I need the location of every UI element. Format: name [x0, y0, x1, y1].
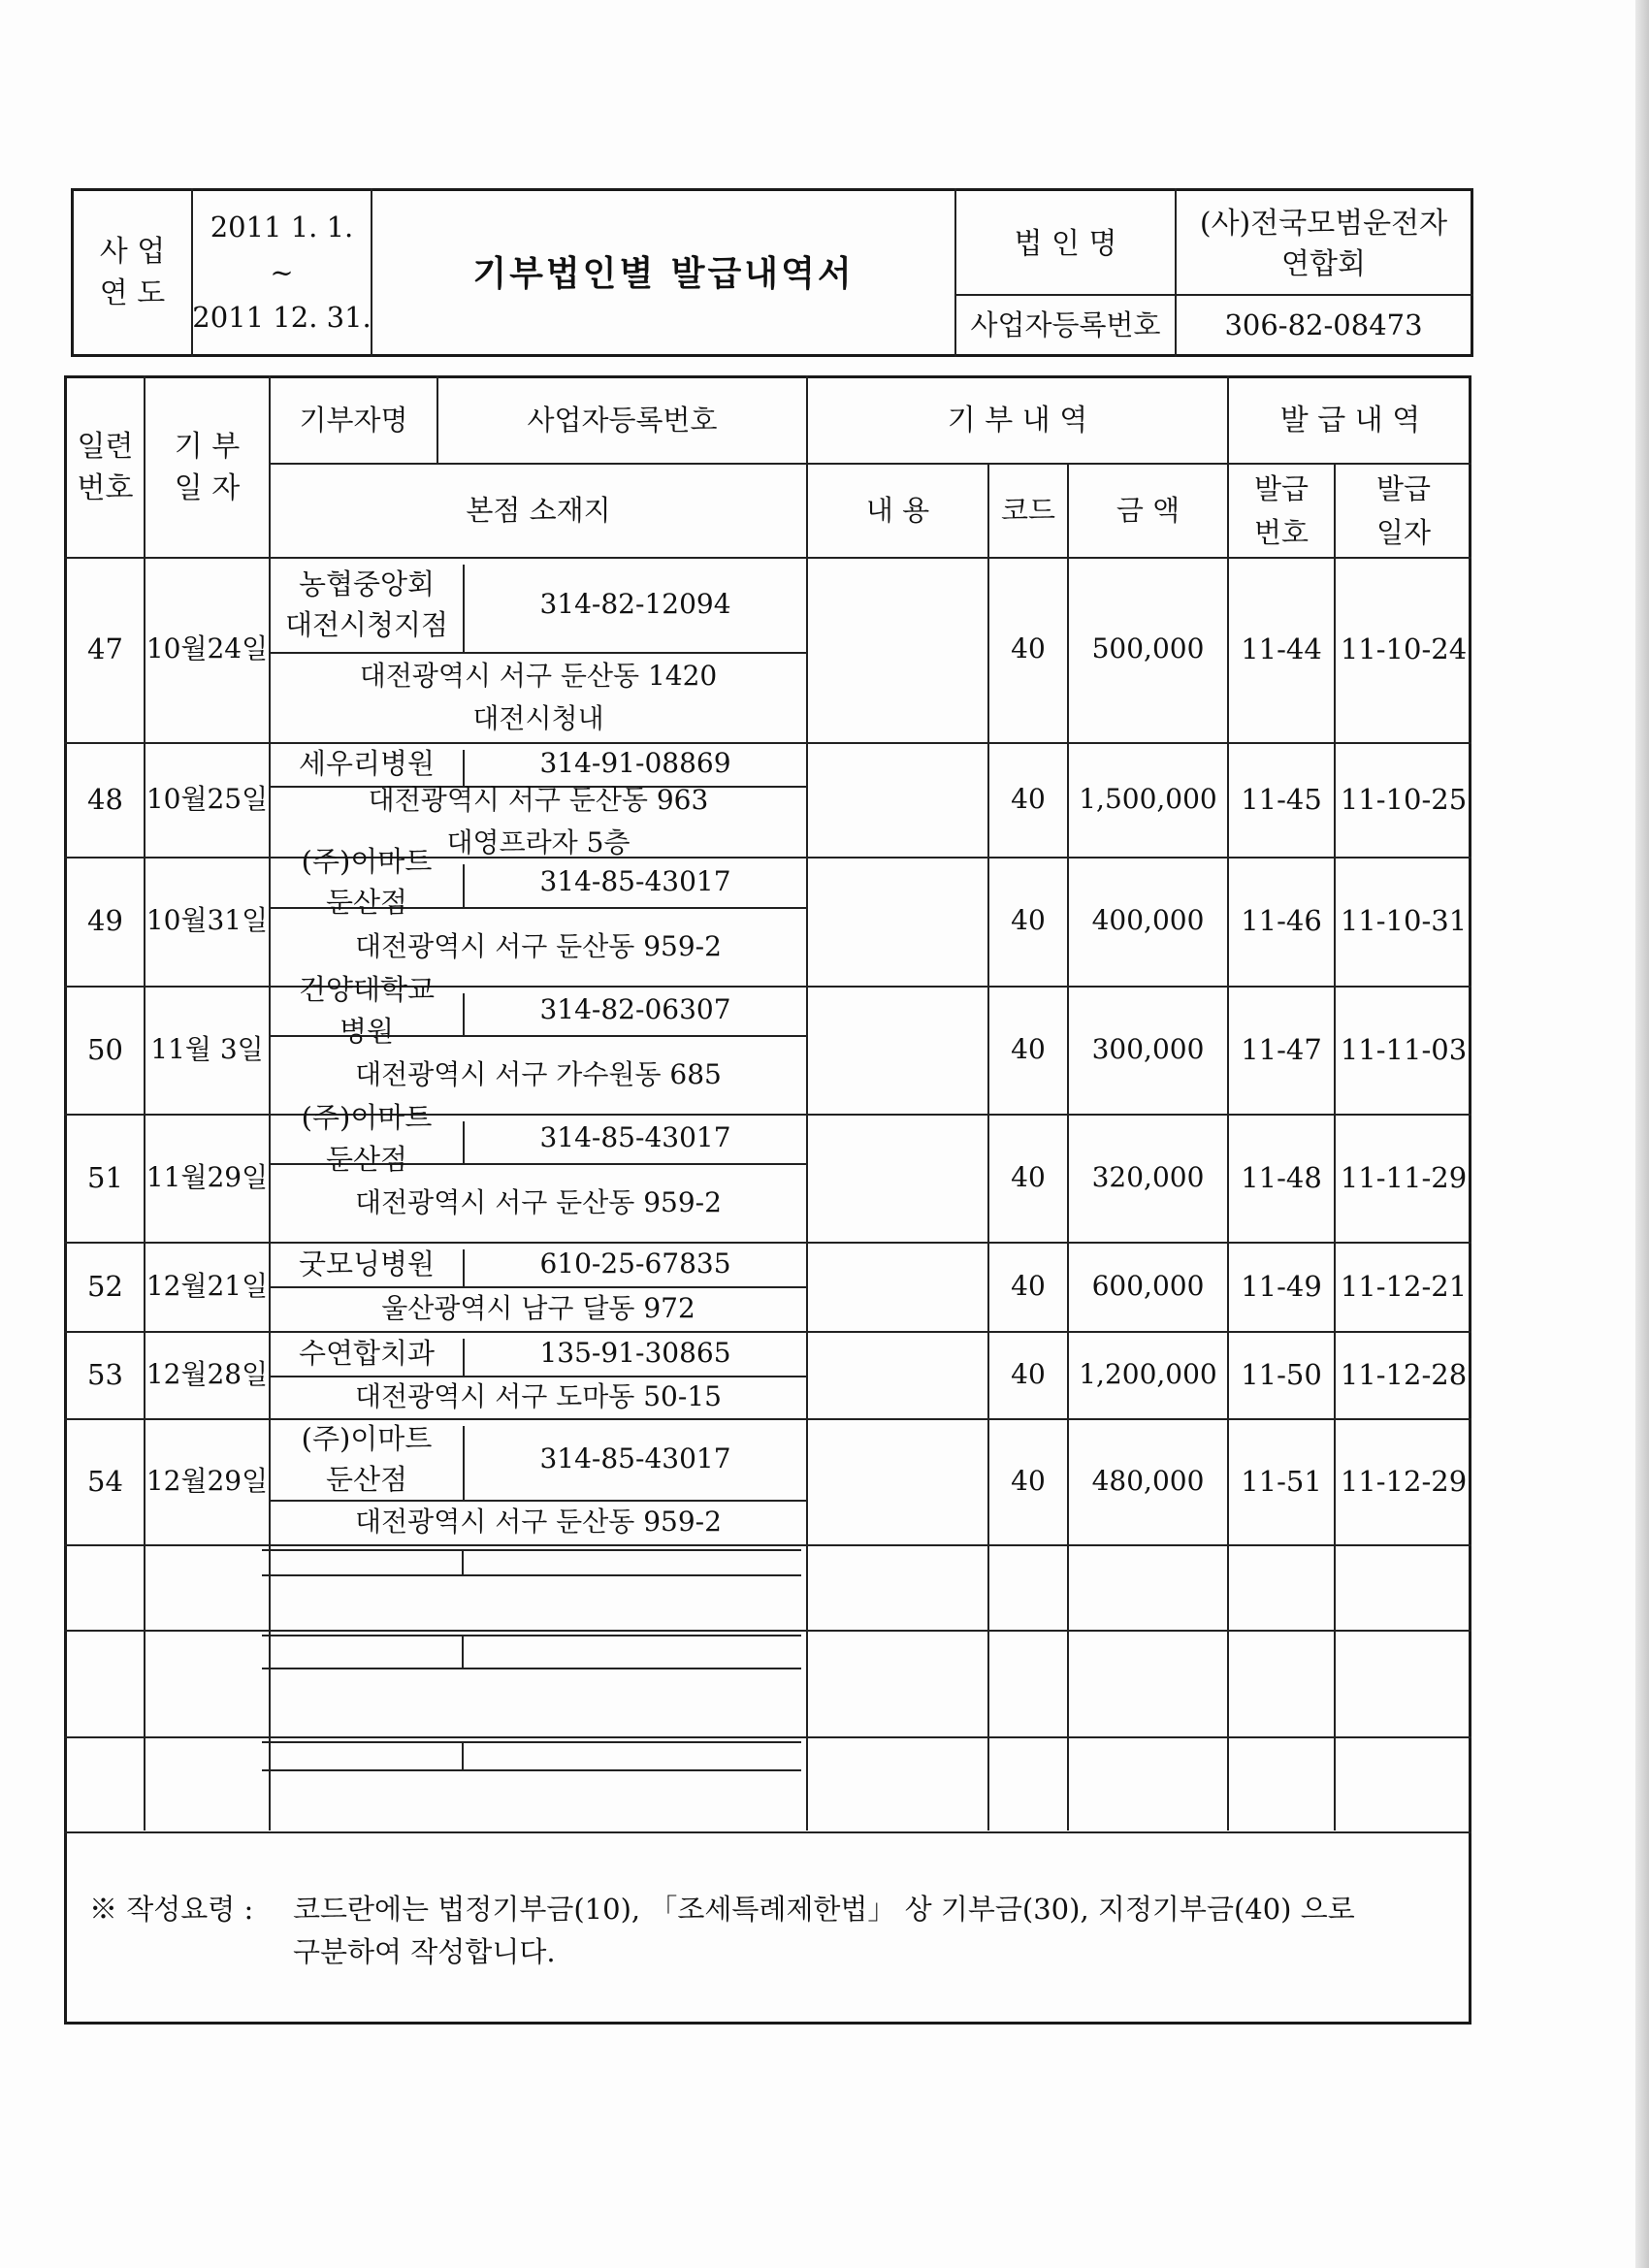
address-line2: 대영프라자 5층 [446, 826, 630, 859]
cell-donor-name [271, 973, 463, 1048]
period-range [193, 192, 371, 353]
cell-issue-date: 11-12-28 [1340, 1357, 1468, 1391]
cell-donor-biz-no: 314-85-43017 [539, 1442, 731, 1474]
donor-name-line1: 굿모닝병원 [298, 1247, 436, 1280]
donor-name-line2: 대전시청지점 [284, 608, 449, 641]
cell-donation-date: 10월24일 [146, 632, 269, 665]
cell-code: 40 [1011, 904, 1046, 937]
cell-issue-no: 11-44 [1241, 632, 1322, 666]
cell-donation-date: 10월31일 [146, 904, 269, 937]
cell-issue-date: 11-11-29 [1340, 1160, 1468, 1194]
address-line1: 대전광역시 서구 둔산동 963 [368, 784, 709, 817]
cell-code: 40 [1011, 1032, 1046, 1065]
corp-name-line1: (사)전국모범운전자 [1199, 206, 1448, 241]
cell-donor-biz-no: 314-82-06307 [539, 993, 731, 1026]
address-line1: 대전광역시 서구 가수원동 685 [355, 1057, 722, 1090]
col-issue-date-line2: 일자 [1375, 515, 1432, 549]
period-label-line2: 연 도 [99, 276, 166, 310]
empty-row-inner-divider [262, 1769, 801, 1771]
corp-name-value [1177, 194, 1471, 294]
cell-address [271, 652, 806, 742]
address-line2: 대전시청내 [472, 701, 604, 734]
col-issue-no-header [1229, 465, 1334, 557]
cell-donor-biz-no: 314-82-12094 [539, 587, 731, 620]
cell-issue-date: 11-11-03 [1340, 1032, 1468, 1066]
empty-row-inner-divider [262, 1668, 801, 1669]
col-content-header: 내 용 [865, 494, 930, 528]
cell-donation-date: 11월29일 [146, 1160, 269, 1193]
address-line1: 대전광역시 서구 둔산동 959-2 [355, 929, 722, 962]
period-label-line1: 사 업 [99, 234, 166, 269]
col-date-line2: 일 자 [174, 471, 241, 505]
address-line1: 대전광역시 서구 둔산동 959-2 [355, 1185, 722, 1218]
donor-name-line1: (주)이마트 [301, 1101, 433, 1135]
col-donor-name-header: 기부자명 [299, 404, 408, 437]
col-issue-no-line2: 번호 [1253, 515, 1310, 549]
col-serial-header [67, 378, 144, 557]
cell-donation-date: 10월25일 [146, 782, 269, 815]
cell-donation-date: 12월28일 [146, 1357, 269, 1390]
row-divider [64, 1544, 1471, 1546]
period-label [74, 194, 191, 351]
cell-issue-date: 11-12-21 [1340, 1269, 1468, 1303]
address-line1: 대전광역시 서구 도마동 50-15 [355, 1380, 722, 1413]
cell-amount: 300,000 [1091, 1032, 1205, 1065]
period-from: 2011 1. 1. [210, 211, 354, 244]
corp-name-line2: 연합회 [1281, 246, 1366, 281]
cell-serial: 54 [87, 1464, 123, 1498]
donor-name-line2: 병원 [339, 1014, 395, 1048]
empty-row-name-divider [462, 1741, 464, 1769]
cell-address [271, 1500, 806, 1544]
cell-donor-name [271, 1331, 463, 1376]
empty-row-divider [64, 1736, 1471, 1738]
cell-amount: 600,000 [1091, 1269, 1205, 1302]
cell-donor-biz-no: 610-25-67835 [539, 1247, 731, 1280]
cell-address [271, 1376, 806, 1418]
donor-name-line1: 건양대학교 [298, 973, 436, 1007]
col-code-header: 코드 [1000, 494, 1056, 528]
col-serial-line1: 일련 [77, 429, 134, 464]
col-issue-date-line1: 발급 [1375, 471, 1432, 505]
cell-donor-name [271, 1242, 463, 1286]
cell-code: 40 [1011, 1464, 1046, 1497]
col-date-header [146, 378, 269, 557]
empty-row-top-divider [262, 1549, 801, 1551]
cell-issue-no: 11-45 [1241, 782, 1322, 816]
cell-issue-date: 11-12-29 [1340, 1464, 1468, 1498]
cell-serial: 49 [87, 904, 123, 938]
cell-donor-biz-no: 135-91-30865 [539, 1336, 731, 1369]
cell-amount: 500,000 [1091, 632, 1205, 665]
cell-amount: 400,000 [1091, 904, 1205, 937]
footnote-line2: 구분하여 작성합니다. [293, 1935, 556, 1968]
cell-issue-no: 11-48 [1241, 1160, 1322, 1194]
cell-donor-name [271, 1418, 463, 1500]
cell-serial: 50 [87, 1032, 123, 1066]
donor-name-line2: 둔산점 [325, 886, 408, 919]
biz-no-label: 사업자등록번호 [970, 308, 1161, 341]
empty-row-top-divider [262, 1741, 801, 1743]
footnote-line1: 코드란에는 법정기부금(10), 「조세특례제한법」 상 기부금(30), 지정기부금(40) 으로 [293, 1893, 1355, 1926]
cell-donor-biz-no: 314-85-43017 [539, 864, 731, 897]
cell-code: 40 [1011, 782, 1046, 815]
cell-serial: 53 [87, 1357, 123, 1391]
cell-code: 40 [1011, 1160, 1046, 1193]
donor-name-line1: (주)이마트 [301, 1421, 433, 1455]
cell-code: 40 [1011, 632, 1046, 665]
cell-donor-biz-no: 314-91-08869 [539, 747, 731, 780]
empty-row-inner-divider [262, 1574, 801, 1576]
cell-issue-no: 11-46 [1241, 904, 1322, 938]
empty-row-name-divider [462, 1549, 464, 1574]
address-line1: 울산광역시 남구 달동 972 [381, 1292, 695, 1325]
corp-name-label: 법 인 명 [1014, 226, 1117, 261]
cell-issue-no: 11-49 [1241, 1269, 1322, 1303]
document-title: 기부법인별 발급내역서 [472, 252, 855, 294]
col-date-line1: 기 부 [174, 429, 241, 464]
cell-serial: 48 [87, 782, 123, 816]
cell-donor-name [271, 844, 463, 919]
cell-code: 40 [1011, 1357, 1046, 1390]
scan-edge [1635, 0, 1649, 2268]
cell-donation-date: 12월21일 [146, 1269, 269, 1302]
empty-row-name-divider [462, 1635, 464, 1668]
col-issue-date-header [1336, 465, 1471, 557]
corp-biz-no: 306-82-08473 [1224, 308, 1423, 341]
col-donor-biz-header: 사업자등록번호 [527, 404, 718, 437]
cell-address [271, 1163, 806, 1242]
cell-code: 40 [1011, 1269, 1046, 1302]
cell-amount: 1,200,000 [1079, 1357, 1217, 1390]
donor-name-line2: 둔산점 [325, 1463, 408, 1496]
period-tilde: ~ [270, 255, 294, 289]
cell-issue-date: 11-10-31 [1340, 904, 1468, 938]
cell-issue-no: 11-51 [1241, 1464, 1322, 1498]
col-address-header: 본점 소재지 [466, 494, 611, 528]
footnote-mark: ※ 작성요령 : [89, 1893, 254, 1926]
cell-amount: 480,000 [1091, 1464, 1205, 1497]
address-line1: 대전광역시 서구 둔산동 1420 [359, 660, 718, 693]
col-serial-line2: 번호 [77, 471, 134, 505]
cell-donation-date: 11월 3일 [150, 1032, 264, 1065]
donor-name-line1: (주)이마트 [301, 844, 433, 878]
col-issue-group-header: 발 급 내 역 [1279, 403, 1421, 437]
col-issue-no-line1: 발급 [1253, 471, 1310, 505]
cell-serial: 52 [87, 1269, 123, 1303]
cell-issue-no: 11-47 [1241, 1032, 1322, 1066]
cell-amount: 1,500,000 [1079, 782, 1217, 815]
cell-issue-date: 11-10-25 [1340, 782, 1468, 816]
address-line1: 대전광역시 서구 둔산동 959-2 [355, 1506, 722, 1539]
cell-serial: 47 [87, 632, 123, 666]
cell-issue-date: 11-10-24 [1340, 632, 1468, 666]
donor-name-line1: 농협중앙회 [298, 567, 436, 600]
cell-donor-name [271, 1101, 463, 1176]
period-to: 2011 12. 31. [192, 301, 372, 335]
cell-serial: 51 [87, 1160, 123, 1194]
col-amount-header: 금 액 [1116, 494, 1180, 528]
col-donation-group-header: 기 부 내 역 [947, 403, 1088, 437]
cell-issue-no: 11-50 [1241, 1357, 1322, 1391]
cell-donation-date: 12월29일 [146, 1464, 269, 1497]
empty-row-divider [64, 1630, 1471, 1632]
cell-amount: 320,000 [1091, 1160, 1205, 1193]
donor-name-line2: 둔산점 [325, 1142, 408, 1176]
cell-address [271, 1286, 806, 1331]
donor-name-line1: 세우리병원 [298, 747, 436, 781]
donor-name-line1: 수연합치과 [298, 1336, 436, 1370]
empty-row-top-divider [262, 1635, 801, 1636]
cell-donor-name [271, 557, 463, 652]
cell-donor-biz-no: 314-85-43017 [539, 1121, 731, 1154]
